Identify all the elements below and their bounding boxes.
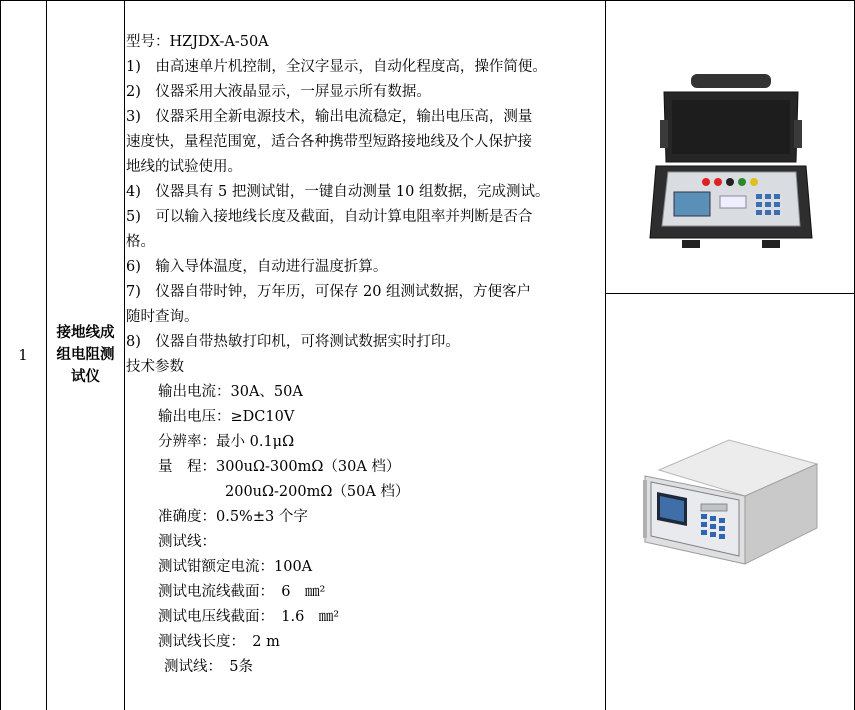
feature-line: 3) 仪器采用全新电源技术，输出电流稳定，输出电压高，测量 — [126, 109, 533, 125]
spec-line: 准确度：0.5%±3 个字 — [158, 509, 308, 525]
spec-line: 输出电压：≥DC10V — [158, 409, 295, 425]
feature-line: 格。 — [126, 234, 155, 250]
feature-line: 随时查询。 — [126, 309, 199, 325]
row-number-cell — [0, 0, 46, 710]
spec-line: 测试线： — [158, 534, 216, 550]
feature-line: 速度快，量程范围宽，适合各种携带型短路接地线及个人保护接 — [126, 134, 532, 150]
description-cell — [126, 30, 606, 680]
model-line: 型号：HZJDX-A-50A — [126, 34, 269, 50]
spec-line: 量 程：300uΩ-300mΩ（30A 档） — [158, 459, 401, 475]
product-image-cell — [607, 60, 854, 280]
spec-line: 测试线长度： 2 m — [158, 634, 280, 650]
portable-case-tester-icon — [646, 70, 816, 270]
image-divider — [605, 293, 855, 294]
feature-line: 4) 仪器具有 5 把测试钳，一键自动测量 10 组数据，完成测试。 — [126, 184, 550, 200]
feature-line: 地线的试验使用。 — [126, 159, 242, 175]
spec-line: 分辨率：最小 0.1μΩ — [158, 434, 295, 450]
feature-line: 5) 可以输入接地线长度及截面，自动计算电阻率并判断是否合 — [126, 209, 533, 225]
spec-line: 测试电压线截面： 1.6 ㎜² — [158, 609, 340, 625]
feature-line: 2) 仪器采用大液晶显示，一屏显示所有数据。 — [126, 84, 431, 100]
feature-line: 8) 仪器自带热敏打印机，可将测试数据实时打印。 — [126, 334, 460, 350]
spec-line: 输出电流：30A、50A — [158, 384, 303, 400]
product-name-cell — [47, 0, 124, 710]
benchtop-tester-icon — [641, 430, 821, 570]
product-image-cell — [607, 420, 854, 580]
product-name: 接地线成组电阻测试仪 — [56, 325, 115, 385]
spec-line: 200uΩ-200mΩ（50A 档） — [225, 484, 410, 500]
table-border-top — [0, 0, 855, 1]
spec-line: 测试电流线截面： 6 ㎜² — [158, 584, 326, 600]
spec-line: 测试线： 5条 — [164, 659, 253, 675]
feature-line: 1) 由高速单片机控制，全汉字显示，自动化程度高，操作简便。 — [126, 59, 547, 75]
feature-line: 7) 仪器自带时钟，万年历，可保存 20 组测试数据，方便客户 — [126, 284, 532, 300]
spec-title: 技术参数 — [126, 359, 184, 375]
spec-line: 测试钳额定电流：100A — [158, 559, 313, 575]
feature-line: 6) 输入导体温度，自动进行温度折算。 — [126, 259, 388, 275]
row-number: 1 — [18, 346, 28, 364]
table-border — [124, 0, 125, 710]
